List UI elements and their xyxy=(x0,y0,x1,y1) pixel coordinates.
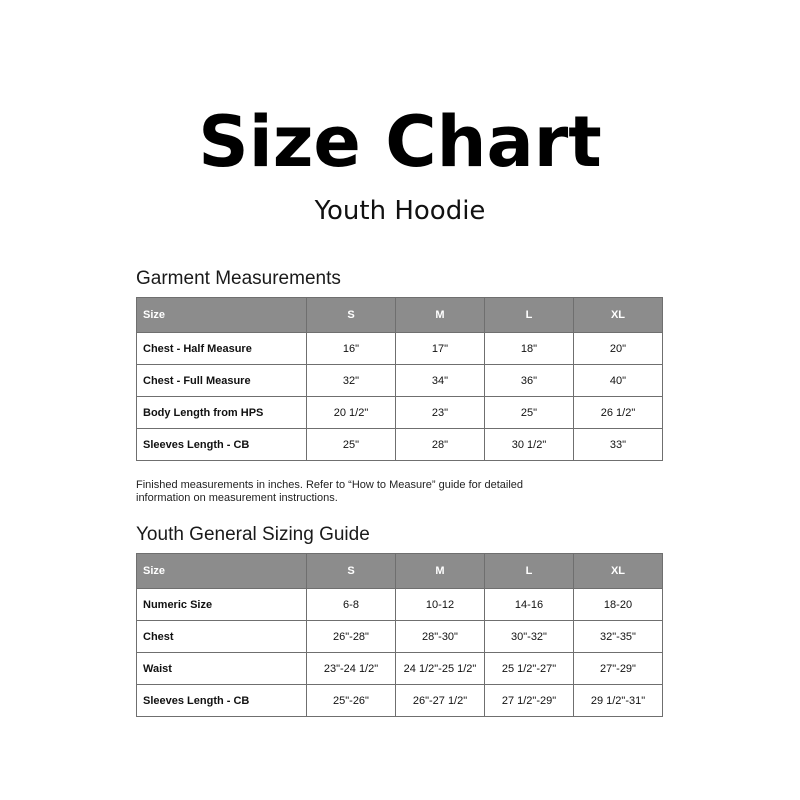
table-cell: 25" xyxy=(307,429,396,461)
garment-measurements-table xyxy=(136,297,663,461)
table-cell: 26"-28" xyxy=(307,621,396,653)
table-cell: 30 1/2" xyxy=(485,429,574,461)
table-cell: 33" xyxy=(574,429,663,461)
table-header-row xyxy=(137,298,663,333)
column-header: L xyxy=(485,298,574,333)
table-cell: 28" xyxy=(396,429,485,461)
table-cell: 23" xyxy=(396,397,485,429)
page-title: Size Chart xyxy=(198,101,602,183)
row-label: Sleeves Length - CB xyxy=(137,429,307,461)
table-row xyxy=(137,621,663,653)
table-cell: 10-12 xyxy=(396,589,485,621)
table-row xyxy=(137,653,663,685)
page-subtitle: Youth Hoodie xyxy=(314,196,486,226)
table-row xyxy=(137,429,663,461)
table-header-row xyxy=(137,554,663,589)
table-cell: 32"-35" xyxy=(574,621,663,653)
column-header: Size xyxy=(137,298,307,333)
table-cell: 20" xyxy=(574,333,663,365)
garment-measurements-heading: Garment Measurements xyxy=(136,268,341,289)
row-label: Body Length from HPS xyxy=(137,397,307,429)
youth-sizing-guide-table xyxy=(136,553,663,717)
measurement-note-line: Finished measurements in inches. Refer to “How to Measure” guide for detailed xyxy=(136,479,524,491)
column-header: M xyxy=(396,554,485,589)
table-row xyxy=(137,365,663,397)
table-cell: 40" xyxy=(574,365,663,397)
table-row xyxy=(137,685,663,717)
table-cell: 30"-32" xyxy=(485,621,574,653)
table-cell: 17" xyxy=(396,333,485,365)
row-label: Chest - Full Measure xyxy=(137,365,307,397)
row-label: Chest - Half Measure xyxy=(137,333,307,365)
table-cell: 28"-30" xyxy=(396,621,485,653)
table-cell: 26 1/2" xyxy=(574,397,663,429)
measurement-note-line: information on measurement instructions. xyxy=(136,492,338,504)
table-cell: 26"-27 1/2" xyxy=(396,685,485,717)
table-cell: 6-8 xyxy=(307,589,396,621)
table-cell: 25 1/2"-27" xyxy=(485,653,574,685)
column-header: S xyxy=(307,554,396,589)
table-cell: 18-20 xyxy=(574,589,663,621)
table-cell: 20 1/2" xyxy=(307,397,396,429)
table-cell: 34" xyxy=(396,365,485,397)
column-header: S xyxy=(307,298,396,333)
row-label: Waist xyxy=(137,653,307,685)
column-header: XL xyxy=(574,554,663,589)
column-header: M xyxy=(396,298,485,333)
row-label: Sleeves Length - CB xyxy=(137,685,307,717)
table-cell: 27"-29" xyxy=(574,653,663,685)
column-header: Size xyxy=(137,554,307,589)
measurement-note xyxy=(136,479,576,505)
table-cell: 29 1/2"-31" xyxy=(574,685,663,717)
table-cell: 14-16 xyxy=(485,589,574,621)
table-row xyxy=(137,589,663,621)
table-cell: 24 1/2"-25 1/2" xyxy=(396,653,485,685)
table-cell: 23"-24 1/2" xyxy=(307,653,396,685)
column-header: L xyxy=(485,554,574,589)
table-row xyxy=(137,333,663,365)
table-cell: 16" xyxy=(307,333,396,365)
row-label: Chest xyxy=(137,621,307,653)
row-label: Numeric Size xyxy=(137,589,307,621)
table-cell: 25" xyxy=(485,397,574,429)
table-cell: 25"-26" xyxy=(307,685,396,717)
table-cell: 32" xyxy=(307,365,396,397)
table-cell: 36" xyxy=(485,365,574,397)
table-cell: 18" xyxy=(485,333,574,365)
table-cell: 27 1/2"-29" xyxy=(485,685,574,717)
youth-sizing-guide-heading: Youth General Sizing Guide xyxy=(136,524,370,545)
column-header: XL xyxy=(574,298,663,333)
table-row xyxy=(137,397,663,429)
